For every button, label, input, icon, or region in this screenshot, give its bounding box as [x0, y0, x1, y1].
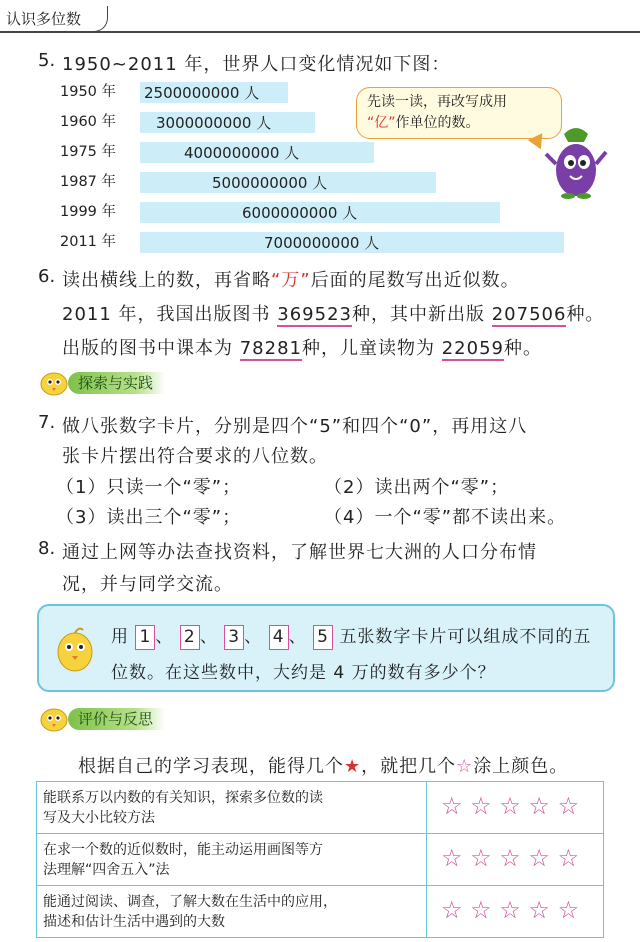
speech-bubble: [356, 87, 562, 139]
underlined-number: 78281: [239, 338, 302, 359]
q8-line-2: 况，并与同学交流。: [62, 574, 233, 595]
population-value: 5000000000 人: [212, 174, 328, 192]
q6-text: 读出横线上的数，再省略: [62, 270, 271, 291]
q7-option-1: （1）只读一个“零”；: [56, 477, 242, 498]
underlined-number: 369523: [277, 304, 352, 325]
intro-text: ，就把几个: [361, 756, 457, 777]
evaluation-intro: [78, 752, 568, 778]
criterion-text: 法理解“四舍五入”法: [43, 861, 170, 878]
q6-line-3: [62, 334, 542, 361]
criterion-cell: [37, 886, 427, 938]
population-year: 1950 年: [60, 84, 117, 100]
chapter-title: 认识多位数: [6, 10, 82, 28]
infobox-text: 用: [111, 627, 129, 647]
population-year: 1975 年: [60, 144, 117, 160]
chick-thinking-icon: [53, 622, 97, 674]
star-rating[interactable]: [427, 834, 604, 886]
separator: 、: [199, 627, 218, 647]
evaluation-table: [36, 781, 604, 938]
q5-number: 5.: [38, 50, 56, 71]
star-outline-icon[interactable]: ☆ ☆ ☆ ☆ ☆: [441, 895, 580, 924]
table-row: [37, 834, 604, 886]
star-rating[interactable]: [427, 782, 604, 834]
population-value: 7000000000 人: [264, 234, 380, 252]
q6-line-2: [62, 300, 604, 327]
infobox-text: 五张数字卡片可以组成不同的五: [339, 627, 592, 647]
intro-text: 根据自己的学习表现，能得几个: [78, 756, 344, 777]
digit-card: 3: [224, 625, 244, 650]
q7-line-2: 张卡片摆出符合要求的八位数。: [62, 446, 328, 467]
digit-card: 4: [269, 625, 289, 650]
q7-option-3: （3）读出三个“零”；: [56, 507, 242, 528]
q8-line-1: 通过上网等办法查找资料，了解世界七大洲的人口分布情: [62, 542, 537, 563]
q6-text: 种，儿童读物为: [302, 338, 435, 359]
bubble-line-2-rest: 作单位的数。: [395, 115, 480, 131]
separator: 、: [244, 627, 263, 647]
card-problem-box: [37, 604, 615, 692]
star-outline-icon[interactable]: ☆ ☆ ☆ ☆ ☆: [441, 791, 580, 820]
chapter-tab: [0, 6, 108, 32]
digit-card: 1: [135, 625, 155, 650]
criterion-text: 能联系万以内数的有关知识，探索多位数的读: [43, 789, 323, 806]
q6-text: 后面的尾数写出近似数。: [310, 270, 520, 291]
population-year: 2011 年: [60, 234, 117, 250]
underlined-number: 207506: [491, 304, 567, 325]
q6-quote: “万”: [271, 270, 311, 291]
population-year: 1987 年: [60, 174, 117, 190]
section-label: 评价与反思: [68, 708, 165, 730]
infobox-line-2: 位数。在这些数中，大约是 4 万的数有多少个？: [111, 663, 496, 683]
criterion-cell: [37, 782, 427, 834]
separator: 、: [155, 627, 174, 647]
criterion-text: 在求一个数的近似数时，能主动运用画图等方: [43, 841, 323, 858]
infobox-line-1: [111, 622, 591, 650]
table-row: [37, 782, 604, 834]
eggplant-mascot-icon: [544, 124, 608, 200]
outline-star-icon: ☆: [456, 756, 474, 777]
q7-line-1: 做八张数字卡片，分别是四个“5”和四个“0”，再用这八: [62, 416, 528, 437]
q7-option-2: （2）读出两个“零”；: [324, 477, 510, 498]
criterion-text: 描述和估计生活中遇到的大数: [43, 913, 225, 930]
star-rating[interactable]: [427, 886, 604, 938]
header-rule: [0, 31, 640, 33]
criterion-text: 能通过阅读、调查，了解大数在生活中的应用，: [43, 893, 337, 910]
separator: 、: [288, 627, 307, 647]
population-value: 2500000000 人: [144, 84, 260, 102]
q6-line-1: [62, 266, 520, 292]
star-outline-icon[interactable]: ☆ ☆ ☆ ☆ ☆: [441, 843, 580, 872]
criterion-cell: [37, 834, 427, 886]
intro-text: 涂上颜色。: [473, 756, 569, 777]
criterion-text: 写及大小比较方法: [43, 809, 155, 826]
table-row: [37, 886, 604, 938]
q6-number: 6.: [38, 266, 56, 287]
q6-text: 种。: [504, 338, 542, 359]
underlined-number: 22059: [441, 338, 504, 359]
population-value: 4000000000 人: [184, 144, 300, 162]
bubble-quote: “亿”: [367, 115, 396, 131]
population-value: 3000000000 人: [156, 114, 272, 132]
filled-star-icon: ★: [344, 756, 362, 777]
population-year: 1999 年: [60, 204, 117, 220]
bubble-line-2: [367, 113, 551, 134]
q7-option-4: （4）一个“零”都不读出来。: [324, 507, 567, 528]
bubble-line-1: 先读一读，再改写成用: [367, 94, 507, 110]
q8-number: 8.: [38, 538, 56, 559]
digit-card: 2: [180, 625, 200, 650]
q7-number: 7.: [38, 412, 56, 433]
q6-text: 2011 年，我国出版图书: [62, 304, 271, 325]
population-value: 6000000000 人: [242, 204, 358, 222]
population-year: 1960 年: [60, 114, 117, 130]
q6-text: 种，其中新出版: [351, 304, 485, 325]
digit-card: 5: [313, 625, 333, 650]
q6-text: 出版的图书中课本为: [62, 338, 233, 359]
q6-text: 种。: [566, 304, 605, 325]
q5-text: 1950~2011 年，世界人口变化情况如下图：: [62, 54, 451, 75]
section-label: 探索与实践: [68, 372, 165, 394]
